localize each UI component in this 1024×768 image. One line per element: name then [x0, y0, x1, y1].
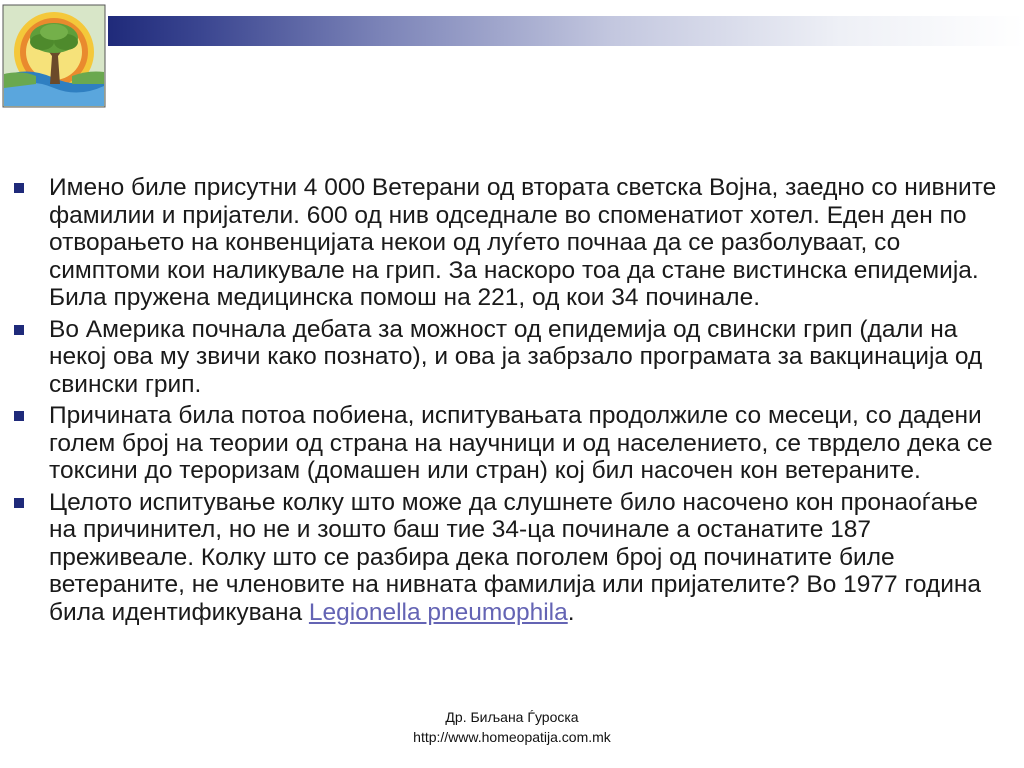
tree-logo-icon: [2, 4, 106, 108]
footer-url: http://www.homeopatija.com.mk: [413, 729, 611, 745]
bullet-text-body: Целото испитување колку што може да слушнете било насочено кон пронаоѓање на причинител, но не и зошто баш тие 34-ца починале а останатите 187 преживеале. Колку што се разбира дека поголем број од починатите биле ветераните, не членовите на нивната фамилија или пријателите? Во 1977 година била идентификувана: [49, 488, 982, 626]
bullet-square-icon: [14, 183, 24, 193]
bullet-square-icon: [14, 325, 24, 335]
list-item: [14, 316, 1004, 399]
bullet-square-icon: [14, 498, 24, 508]
list-item: [14, 402, 1004, 485]
bullet-text: [49, 489, 981, 626]
bullet-text: Причината била потоа побиена, испитувањата продолжиле со месеци, со дадени голем број на теории од страна на научници и од населението, се тврдело дека се токсини до тероризам (домашен или стран) кој бил насочен кон ветераните.: [49, 402, 993, 484]
list-item: [14, 174, 1004, 312]
legionella-link[interactable]: Legionella pneumophila: [308, 598, 568, 626]
bullet-square-icon: [14, 411, 24, 421]
list-item: [14, 489, 1004, 627]
header-gradient-bar: [108, 16, 1024, 46]
bullet-text-trailing: .: [567, 598, 575, 626]
bullet-list: [14, 174, 1004, 630]
footer-author: Др. Биљана Ѓуроска: [445, 709, 579, 725]
bullet-text: Имено биле присутни 4 000 Ветерани од втората светска Војна, заедно со нивните фамилии и пријатели. 600 од нив одседнале во споменатиот хотел. Еден ден по отворањето на конвенцијата некои од луѓето почнаа да се разболуваат, со симптоми кои наликувале на грип. За наскоро тоа да стане вистинска епидемија. Била пружена медицинска помош на 221, од кои 34 починале.: [49, 174, 997, 311]
bullet-text: Во Америка почнала дебата за можност од епидемија од свински грип (дали на некој ова му звичи како познато), и ова ја забрзало програмата за вакцинација од свински грип.: [49, 315, 983, 398]
footer: [362, 707, 662, 747]
